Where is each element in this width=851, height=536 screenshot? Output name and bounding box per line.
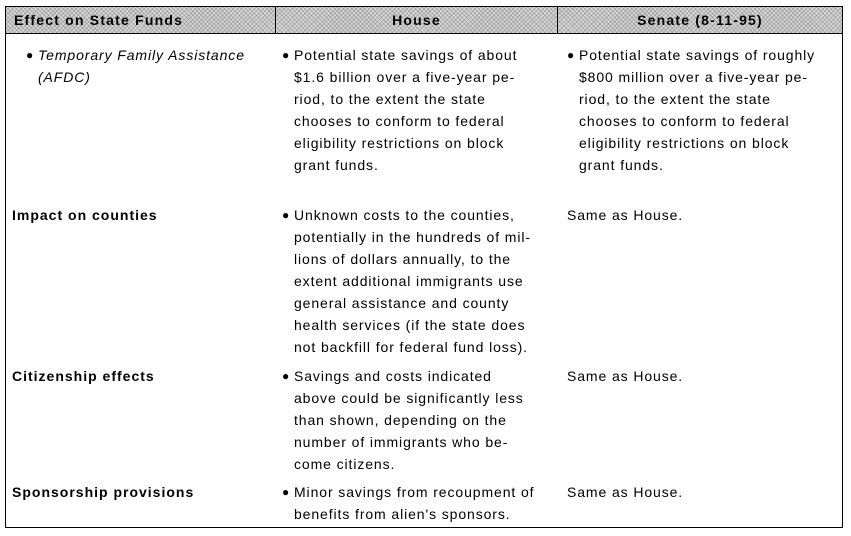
row-label-citizenship: Citizenship effects <box>12 368 155 384</box>
bullet-icon: ● <box>282 369 291 383</box>
senate-cell-counties: Same as House. <box>567 207 684 223</box>
bullet-icon: ● <box>282 48 291 62</box>
row-label-tfa <box>26 44 276 88</box>
list-item: ● Unknown costs to the counties, potentially in the hundreds of mil- lions of dollars annually, to the extent additional immigrants use general assistance and county health services (if the state does not backfill for federal fund loss). <box>282 204 562 358</box>
header-senate: Senate (8-11-95) <box>637 12 763 28</box>
header-house: House <box>276 7 558 33</box>
bullet-icon: ● <box>282 208 291 222</box>
list-item: ● Savings and costs indicated above could be significantly less than shown, depending on the number of immigrants who be- come citizens. <box>282 365 562 475</box>
bullet-icon: ● <box>26 48 35 62</box>
list-item: ● Minor savings from recoupment of benefits from alien's sponsors. <box>282 481 562 525</box>
header-effect-on-state-funds: Effect on State Funds <box>6 7 276 33</box>
row-label-counties: Impact on counties <box>12 207 158 223</box>
house-cell-sponsorship <box>282 481 562 525</box>
house-cell-tfa <box>282 44 562 176</box>
comparison-table <box>5 6 843 528</box>
senate-cell-citizenship: Same as House. <box>567 368 684 384</box>
senate-cell-sponsorship: Same as House. <box>567 484 684 500</box>
house-cell-citizenship <box>282 365 562 475</box>
table-header <box>6 7 842 34</box>
bullet-icon: ● <box>282 485 291 499</box>
bullet-icon: ● <box>567 48 576 62</box>
senate-cell-tfa <box>567 44 841 176</box>
house-cell-counties <box>282 204 562 358</box>
row-label-sponsorship: Sponsorship provisions <box>12 484 195 500</box>
list-item: ● Potential state savings of roughly $800 million over a five-year pe- riod, to the extent the state chooses to conform to federal eligibility restrictions on block grant funds. <box>567 44 841 176</box>
list-item: ● Temporary Family Assistance (AFDC) <box>26 44 276 88</box>
list-item: ● Potential state savings of about $1.6 billion over a five-year pe- riod, to the extent the state chooses to conform to federal eligibility restrictions on block grant funds. <box>282 44 562 176</box>
